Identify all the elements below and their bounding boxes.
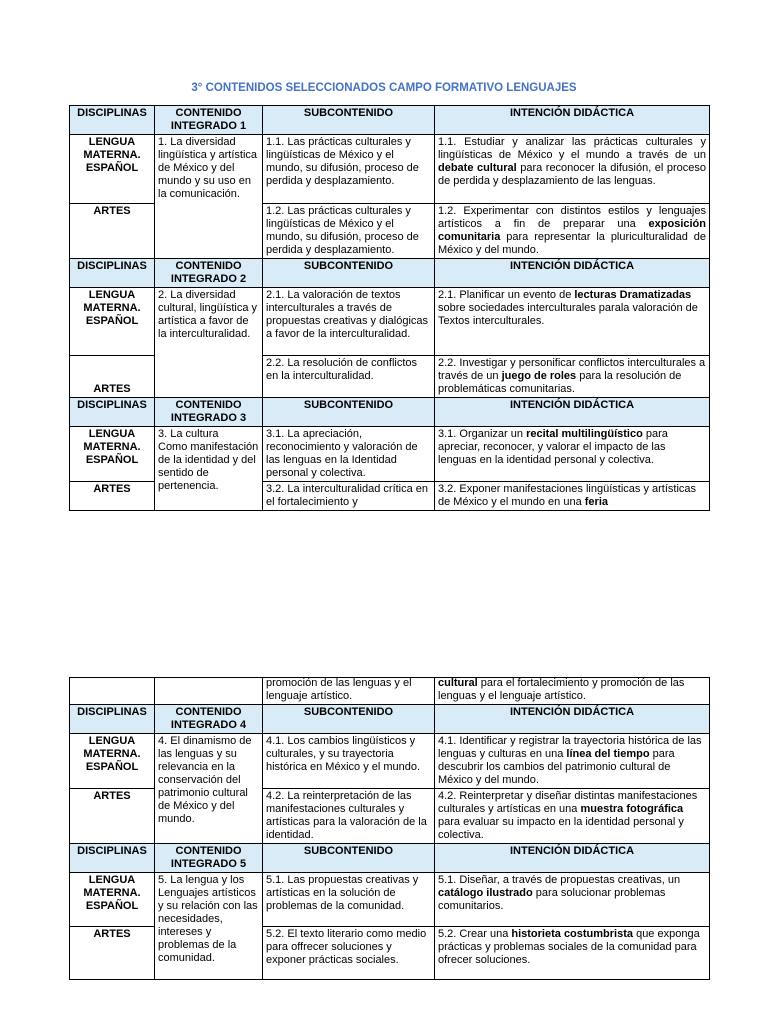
activity-highlight: historieta costumbrista [511, 928, 634, 940]
intencion-cell: 2.1. Planificar un evento de lecturas Dramatizadas sobre sociedades interculturales parala valoración de Textos interculturales. [435, 288, 710, 356]
discipline-artes: ARTES [70, 204, 155, 259]
subcontenido-cell: 5.1. Las propuestas creativas y artísticas en la solución de problemas de la comunidad. [263, 873, 435, 927]
table-header-row [70, 259, 710, 288]
contents-table-page-2 [69, 677, 710, 980]
activity-highlight: lecturas Dramatizadas [574, 289, 692, 301]
contenido-5-cell: 5. La lengua y los Lenguajes artísticos y su relación con las necesidades, intereses y problemas de la comunidad. [155, 873, 263, 980]
document-title: 3° CONTENIDOS SELECCIONADOS CAMPO FORMATIVO LENGUAJES [191, 82, 577, 94]
intencion-cell: 5.2. Crear una historieta costumbrista que exponga prácticas y problemas sociales de la comunidad para ofrecer soluciones. [435, 927, 710, 980]
empty-cell [155, 678, 263, 705]
table-header-row [70, 106, 710, 135]
empty-cell [70, 678, 155, 705]
intencion-cell: 3.1. Organizar un recital multilingüístico para apreciar, reconocer, y valorar el impacto de las lenguas en la identidad personal y colectiva. [435, 427, 710, 482]
header-intencion: INTENCIÓN DIDÁCTICA [435, 844, 710, 873]
activity-highlight: cultural [438, 677, 478, 689]
table-row [70, 288, 710, 356]
table-row [70, 427, 710, 482]
discipline-lengua: LENGUA MATERNA. ESPAÑOL [70, 288, 155, 356]
header-subcontenido: SUBCONTENIDO [263, 259, 435, 288]
subcontenido-cell: 4.2. La reinterpretación de las manifestaciones culturales y artísticas para la valoración de la identidad. [263, 789, 435, 844]
activity-highlight: muestra fotográfica [580, 803, 684, 815]
header-contenido-5: CONTENIDO INTEGRADO 5 [155, 844, 263, 873]
header-contenido-3: CONTENIDO INTEGRADO 3 [155, 398, 263, 427]
intencion-cell: 5.1. Diseñar, a través de propuestas creativas, un catálogo ilustrado para solucionar problemas comunitarios. [435, 873, 710, 927]
header-disciplinas: DISCIPLINAS [70, 844, 155, 873]
header-intencion: INTENCIÓN DIDÁCTICA [435, 705, 710, 734]
subcontenido-cell: 1.1. Las prácticas culturales y lingüísticas de México y el mundo, su difusión, proceso de perdida y desplazamiento. [263, 135, 435, 204]
intencion-cell: 1.2. Experimentar con distintos estilos y lenguajes artísticos a fin de preparar una exposición comunitaria para representar la pluriculturalidad de México y del mundo. [435, 204, 710, 259]
table-row-continuation [70, 678, 710, 705]
activity-highlight: juego de roles [501, 370, 577, 382]
intencion-cell: 4.2. Reinterpretar y diseñar distintas manifestaciones culturales y artísticas en una muestra fotográfica para evaluar su impacto en la identidad personal y colectiva. [435, 789, 710, 844]
header-contenido-2: CONTENIDO INTEGRADO 2 [155, 259, 263, 288]
discipline-lengua: LENGUA MATERNA. ESPAÑOL [70, 734, 155, 789]
table-header-row [70, 705, 710, 734]
header-intencion: INTENCIÓN DIDÁCTICA [435, 398, 710, 427]
contenido-1-cell: 1. La diversidad lingüística y artística de México y del mundo y su uso en la comunicación. [155, 135, 263, 259]
header-contenido-4: CONTENIDO INTEGRADO 4 [155, 705, 263, 734]
activity-highlight: debate cultural [438, 162, 517, 174]
intencion-cell: 2.2. Investigar y personificar conflictos interculturales a través de un juego de roles para la resolución de problemáticas comunitarias. [435, 356, 710, 398]
intencion-cell: 4.1. Identificar y registrar la trayectoria histórica de las lenguas y culturas en una línea del tiempo para descubrir los cambios del patrimonio cultural de México y del mundo. [435, 734, 710, 789]
discipline-lengua: LENGUA MATERNA. ESPAÑOL [70, 135, 155, 204]
header-subcontenido: SUBCONTENIDO [263, 844, 435, 873]
subcontenido-cell: 1.2. Las prácticas culturales y lingüísticas de México y el mundo, su difusión, proceso de perdida y desplazamiento. [263, 204, 435, 259]
header-disciplinas: DISCIPLINAS [70, 259, 155, 288]
contenido-2-cell: 2. La diversidad cultural, lingüística y artística a favor de la interculturalidad. [155, 288, 263, 398]
activity-highlight: recital multilingüístico [526, 428, 643, 440]
header-subcontenido: SUBCONTENIDO [263, 705, 435, 734]
table-row [70, 135, 710, 204]
table-row [70, 873, 710, 927]
intencion-cell: 3.2. Exponer manifestaciones lingüísticas y artísticas de México y el mundo en una feria [435, 482, 710, 511]
intencion-cell: cultural para el fortalecimiento y promoción de las lenguas y el lenguaje artístico. [435, 678, 710, 705]
header-contenido-1: CONTENIDO INTEGRADO 1 [155, 106, 263, 135]
contents-table-page-1 [69, 105, 710, 511]
contenido-4-cell: 4. El dinamismo de las lenguas y su relevancia en la conservación del patrimonio cultural de México y del mundo. [155, 734, 263, 844]
contenido-3-cell: 3. La cultura Como manifestación de la identidad y del sentido de pertenencia. [155, 427, 263, 511]
header-intencion: INTENCIÓN DIDÁCTICA [435, 259, 710, 288]
discipline-lengua: LENGUA MATERNA. ESPAÑOL [70, 873, 155, 927]
discipline-artes: ARTES [70, 356, 155, 398]
table-row [70, 734, 710, 789]
subcontenido-cell: 2.2. La resolución de conflictos en la interculturalidad. [263, 356, 435, 398]
subcontenido-cell: 2.1. La valoración de textos interculturales a través de propuestas creativas y dialógicas a favor de la interculturalidad. [263, 288, 435, 356]
discipline-lengua: LENGUA MATERNA. ESPAÑOL [70, 427, 155, 482]
discipline-artes: ARTES [70, 789, 155, 844]
subcontenido-cell: 5.2. El texto literario como medio para offrecer soluciones y exponer prácticas sociales. [263, 927, 435, 980]
table-header-row [70, 398, 710, 427]
discipline-artes: ARTES [70, 482, 155, 511]
header-subcontenido: SUBCONTENIDO [263, 398, 435, 427]
activity-highlight: línea del tiempo [566, 748, 650, 760]
activity-highlight: catálogo ilustrado [438, 887, 533, 899]
header-intencion: INTENCIÓN DIDÁCTICA [435, 106, 710, 135]
subcontenido-cell: 3.1. La apreciación, reconocimiento y valoración de las lenguas en la Identidad personal y colectiva. [263, 427, 435, 482]
activity-highlight: feria [584, 496, 609, 508]
discipline-artes: ARTES [70, 927, 155, 980]
header-disciplinas: DISCIPLINAS [70, 705, 155, 734]
subcontenido-cell: 4.1. Los cambios lingüísticos y culturales, y su trayectoria histórica en México y el mundo. [263, 734, 435, 789]
intencion-cell: 1.1. Estudiar y analizar las prácticas culturales y lingüísticas de México y el mundo a través de un debate cultural para reconocer la difusión, el proceso de perdida y desplazamiento de las lenguas. [435, 135, 710, 204]
header-disciplinas: DISCIPLINAS [70, 106, 155, 135]
subcontenido-cell: promoción de las lenguas y el lenguaje artístico. [263, 678, 435, 705]
header-disciplinas: DISCIPLINAS [70, 398, 155, 427]
table-header-row [70, 844, 710, 873]
activity-highlight: exposición comunitaria [438, 218, 706, 243]
subcontenido-cell: 3.2. La interculturalidad crítica en el fortalecimiento y [263, 482, 435, 511]
header-subcontenido: SUBCONTENIDO [263, 106, 435, 135]
